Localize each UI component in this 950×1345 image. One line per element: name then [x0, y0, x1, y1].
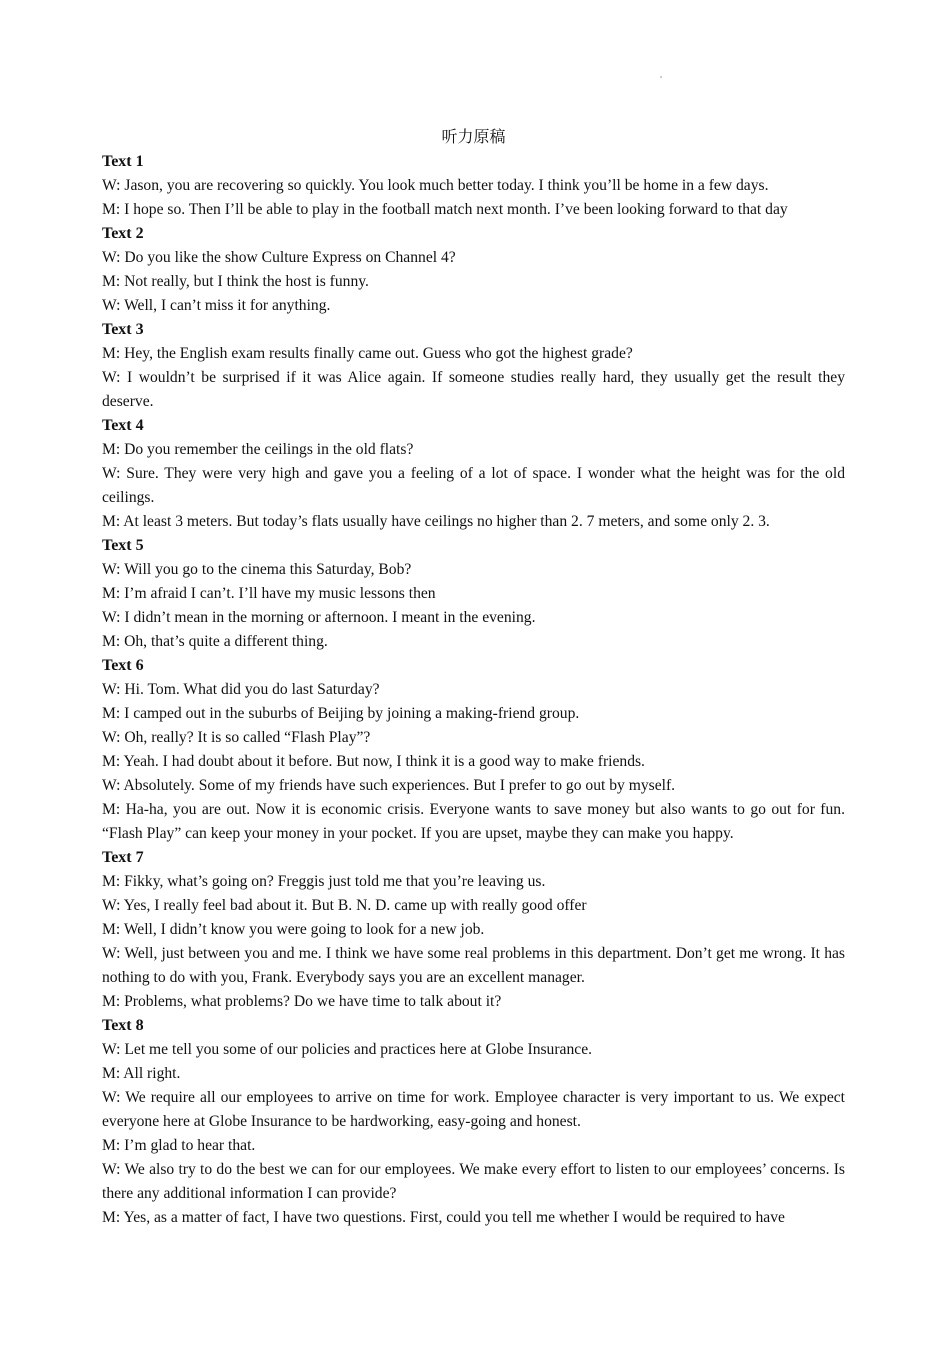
dialogue-line: M: I’m glad to hear that.	[102, 1137, 256, 1154]
section-heading: Text 3	[102, 321, 144, 338]
dialogue-line: M: Do you remember the ceilings in the old flats?	[102, 441, 414, 458]
dialogue-line: W: Absolutely. Some of my friends have such experiences. But I prefer to go out by myself.	[102, 777, 676, 794]
dialogue-line: W: Oh, really? It is so called “Flash Play”?	[102, 729, 371, 746]
section-heading: Text 6	[102, 657, 144, 674]
section-heading: Text 2	[102, 225, 144, 242]
dialogue-line: M: I hope so. Then I’ll be able to play in the football match next month. I’ve been looking forward to that day	[102, 201, 788, 218]
dialogue-line: M: Ha-ha, you are out. Now it is economic crisis. Everyone wants to save money but also wants to go out for fun. “Flash Play” can keep your money in your pocket. If you are upset, maybe they can make you happy.	[102, 801, 845, 842]
dialogue-line: W: Sure. They were very high and gave you a feeling of a lot of space. I wonder what the height was for the old ceilings.	[102, 465, 845, 506]
dialogue-line: W: Yes, I really feel bad about it. But B. N. D. came up with really good offer	[102, 897, 587, 914]
dialogue-line: M: Oh, that’s quite a different thing.	[102, 633, 328, 650]
transcript-section	[102, 414, 845, 534]
section-heading: Text 5	[102, 537, 144, 554]
dialogue-line: W: Will you go to the cinema this Saturday, Bob?	[102, 561, 412, 578]
dialogue-line: M: Yeah. I had doubt about it before. But now, I think it is a good way to make friends.	[102, 753, 645, 770]
transcript-section	[102, 222, 845, 318]
dialogue-line: W: Well, just between you and me. I think we have some real problems in this department. Don’t get me wrong. It has nothing to do with you, Frank. Everybody says you are an excellent manager.	[102, 945, 845, 986]
document-page	[102, 126, 845, 1230]
transcript-section	[102, 534, 845, 654]
transcript-section	[102, 846, 845, 1014]
transcript-section	[102, 318, 845, 414]
dialogue-line: W: I didn’t mean in the morning or afternoon. I meant in the evening.	[102, 609, 536, 626]
dialogue-line: M: Yes, as a matter of fact, I have two questions. First, could you tell me whether I would be required to have	[102, 1209, 785, 1226]
section-heading: Text 1	[102, 153, 144, 170]
dialogue-line: W: We require all our employees to arrive on time for work. Employee character is very important to us. We expect everyone here at Globe Insurance to be hardworking, easy-going and honest.	[102, 1089, 845, 1130]
dialogue-line: M: Hey, the English exam results finally came out. Guess who got the highest grade?	[102, 345, 633, 362]
dialogue-line: M: I camped out in the suburbs of Beijing by joining a making-friend group.	[102, 705, 580, 722]
dialogue-line: W: Hi. Tom. What did you do last Saturday?	[102, 681, 380, 698]
dialogue-line: M: Fikky, what’s going on? Freggis just told me that you’re leaving us.	[102, 873, 546, 890]
transcript-sections	[102, 150, 845, 1230]
dialogue-line: W: Do you like the show Culture Express on Channel 4?	[102, 249, 456, 266]
transcript-section	[102, 150, 845, 222]
document-title: 听力原稿	[441, 129, 506, 146]
dialogue-line: W: Well, I can’t miss it for anything.	[102, 297, 331, 314]
transcript-section	[102, 654, 845, 846]
dialogue-line: W: Jason, you are recovering so quickly. You look much better today. I think you’ll be home in a few days.	[102, 177, 769, 194]
dialogue-line: M: Problems, what problems? Do we have time to talk about it?	[102, 993, 502, 1010]
transcript-section	[102, 1014, 845, 1230]
dialogue-line: M: Not really, but I think the host is funny.	[102, 273, 369, 290]
dialogue-line: M: I’m afraid I can’t. I’ll have my music lessons then	[102, 585, 436, 602]
dialogue-line: M: Well, I didn’t know you were going to look for a new job.	[102, 921, 485, 938]
section-heading: Text 7	[102, 849, 144, 866]
dialogue-line: W: We also try to do the best we can for our employees. We make every effort to listen to our employees’ concerns. Is there any additional information I can provide?	[102, 1161, 845, 1202]
section-heading: Text 4	[102, 417, 144, 434]
dialogue-line: W: I wouldn’t be surprised if it was Alice again. If someone studies really hard, they usually get the result they deserve.	[102, 369, 845, 410]
section-heading: Text 8	[102, 1017, 144, 1034]
dialogue-line: M: All right.	[102, 1065, 181, 1082]
dialogue-line: M: At least 3 meters. But today’s flats usually have ceilings no higher than 2. 7 meters, and some only 2. 3.	[102, 513, 770, 530]
dialogue-line: W: Let me tell you some of our policies and practices here at Globe Insurance.	[102, 1041, 593, 1058]
page-speck	[660, 76, 662, 78]
